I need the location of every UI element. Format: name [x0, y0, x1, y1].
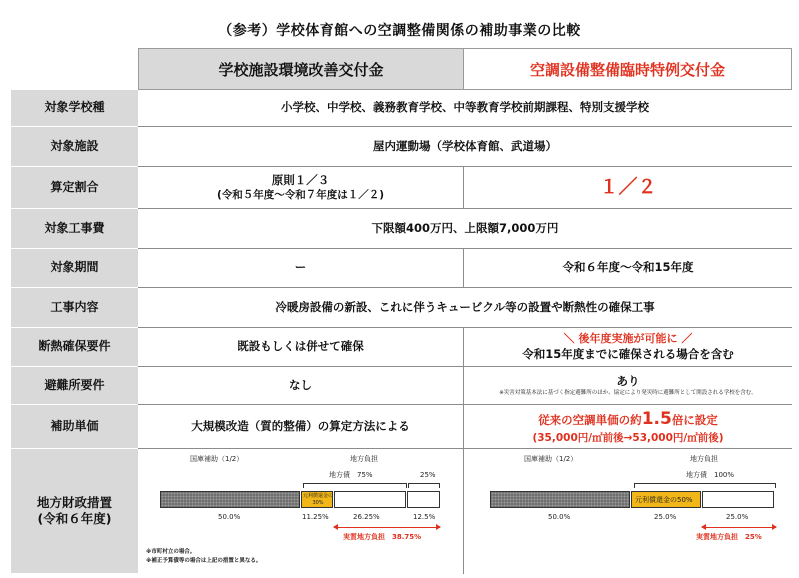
header-tokurei-kofukin: 空調設備整備臨時特例交付金	[464, 48, 792, 90]
chart-b-bar-bond-rest	[702, 491, 774, 508]
row-label: 対象学校種	[11, 90, 138, 127]
chart-b-pct-2: 25.0%	[654, 513, 677, 521]
chart-b-burden: 実質地方負担 25%	[696, 533, 762, 541]
chart-a-bar-repayment	[301, 491, 333, 508]
chart-b-bond-label: 地方債 100%	[686, 471, 735, 479]
row-label: 避難所要件	[11, 367, 138, 405]
row-work-content	[11, 288, 792, 328]
chart-a-yellow-label: 元利償還金の30%	[303, 493, 334, 506]
chart-a-local-label: 地方負担	[350, 455, 378, 463]
page-title: （参考）学校体育館への空調整備関係の補助事業の比較	[218, 23, 581, 39]
row-project-cost	[11, 209, 792, 249]
chart-kofukin	[138, 449, 464, 574]
shelter-note: ※災害対策基本法に基づく指定避難所のほか、協定により発災時に避難所として開設される学校を含む。	[499, 389, 757, 396]
label-line1: 地方財政措置	[36, 494, 112, 510]
row-insulation	[11, 328, 792, 367]
footnote-1: ※市町村立の場合。	[146, 549, 196, 555]
chart-b-bar-national	[490, 491, 630, 508]
shelter-kofukin: なし	[138, 367, 464, 405]
chart-a-bar-national	[160, 491, 300, 508]
chart-a-pct-2: 11.25%	[302, 513, 329, 521]
chart-tokurei	[464, 449, 792, 574]
row-calc-ratio	[11, 167, 792, 209]
unit-price-kofukin: 大規模改造（質的整備）の算定方法による	[138, 405, 464, 449]
insulation-kofukin: 既設もしくは併せて確保	[138, 328, 464, 367]
ratio-sub: (令和５年度～令和７年度は１／２)	[216, 189, 385, 202]
label-line2: (令和６年度)	[37, 511, 112, 526]
chart-b-local-label: 地方負担	[690, 455, 718, 463]
row-unit-price	[11, 405, 792, 449]
header-kofukin: 学校施設環境改善交付金	[138, 48, 464, 90]
unit-price-multiplier: 1.5	[641, 408, 672, 429]
period-kofukin: ー	[138, 249, 464, 288]
unit-price-tokurei	[464, 405, 792, 449]
row-value: 下限額400万円、上限額7,000万円	[138, 209, 792, 249]
row-shelter	[11, 367, 792, 405]
chart-b-yellow-label: 元利償還金の50%	[635, 496, 693, 504]
chart-b-national-label: 国庫補助（1/2）	[524, 455, 578, 463]
shelter-value: あり	[616, 374, 640, 389]
period-tokurei: 令和６年度～令和15年度	[464, 249, 792, 288]
chart-a-burden: 実質地方負担 38.75%	[343, 533, 422, 541]
row-label: 対象工事費	[11, 209, 138, 249]
chart-a-bond-bracket	[303, 483, 407, 488]
row-value: 屋内運動場（学校体育館、武道場）	[138, 127, 792, 167]
shelter-tokurei	[464, 367, 792, 405]
row-label: 対象施設	[11, 127, 138, 167]
ratio-main: 原則１／３	[271, 172, 330, 187]
unit-price-pre: 従来の空調単価の約	[538, 412, 642, 427]
row-target-facility	[11, 127, 792, 167]
chart-a-national-label: 国庫補助（1/2）	[190, 455, 244, 463]
chart-a-rest-bracket	[408, 483, 440, 488]
chart-a-rest-label: 25%	[420, 471, 436, 479]
row-period	[11, 249, 792, 288]
chart-b-bar-repayment	[631, 491, 701, 508]
row-label: 算定割合	[11, 167, 138, 209]
insulation-tokurei	[464, 328, 792, 367]
row-label: 断熱確保要件	[11, 328, 138, 367]
chart-b-burden-arrow	[702, 527, 776, 528]
row-local-finance	[11, 449, 792, 574]
chart-a-bar-bond-rest	[334, 491, 406, 508]
chart-b-bond-bracket	[634, 483, 776, 488]
row-label: 工事内容	[11, 288, 138, 328]
chart-a-burden-arrow	[334, 527, 440, 528]
callout-later-year: ＼ 後年度実施が可能に ／	[563, 331, 693, 345]
row-target-schools	[11, 90, 792, 127]
insulation-text: 令和15年度までに確保される場合を含む	[522, 346, 734, 361]
chart-b-pct-3: 25.0%	[726, 513, 749, 521]
chart-a-bar-general	[407, 491, 440, 508]
chart-a-bond-label: 地方債 75%	[329, 471, 373, 479]
ratio-tokurei: １／２	[464, 167, 792, 209]
chart-b-pct-1: 50.0%	[548, 513, 571, 521]
unit-price-line2: (35,000円/㎡前後→53,000円/㎡前後)	[532, 431, 724, 444]
unit-price-post: 倍に設定	[671, 412, 718, 427]
row-label	[11, 449, 138, 574]
row-label: 補助単価	[11, 405, 138, 449]
row-label: 対象期間	[11, 249, 138, 288]
chart-a-pct-4: 12.5%	[413, 513, 436, 521]
chart-a-pct-3: 26.25%	[353, 513, 380, 521]
footnote-2: ※補正予算債等の場合は上記の措置と異なる。	[146, 558, 262, 564]
row-value: 冷暖房設備の新設、これに伴うキュービクル等の設置や断熱性の確保工事	[138, 288, 792, 328]
unit-price-line1	[538, 408, 718, 431]
row-value: 小学校、中学校、義務教育学校、中等教育学校前期課程、特別支援学校	[138, 90, 792, 127]
ratio-kofukin	[138, 167, 464, 209]
chart-a-pct-1: 50.0%	[218, 513, 241, 521]
